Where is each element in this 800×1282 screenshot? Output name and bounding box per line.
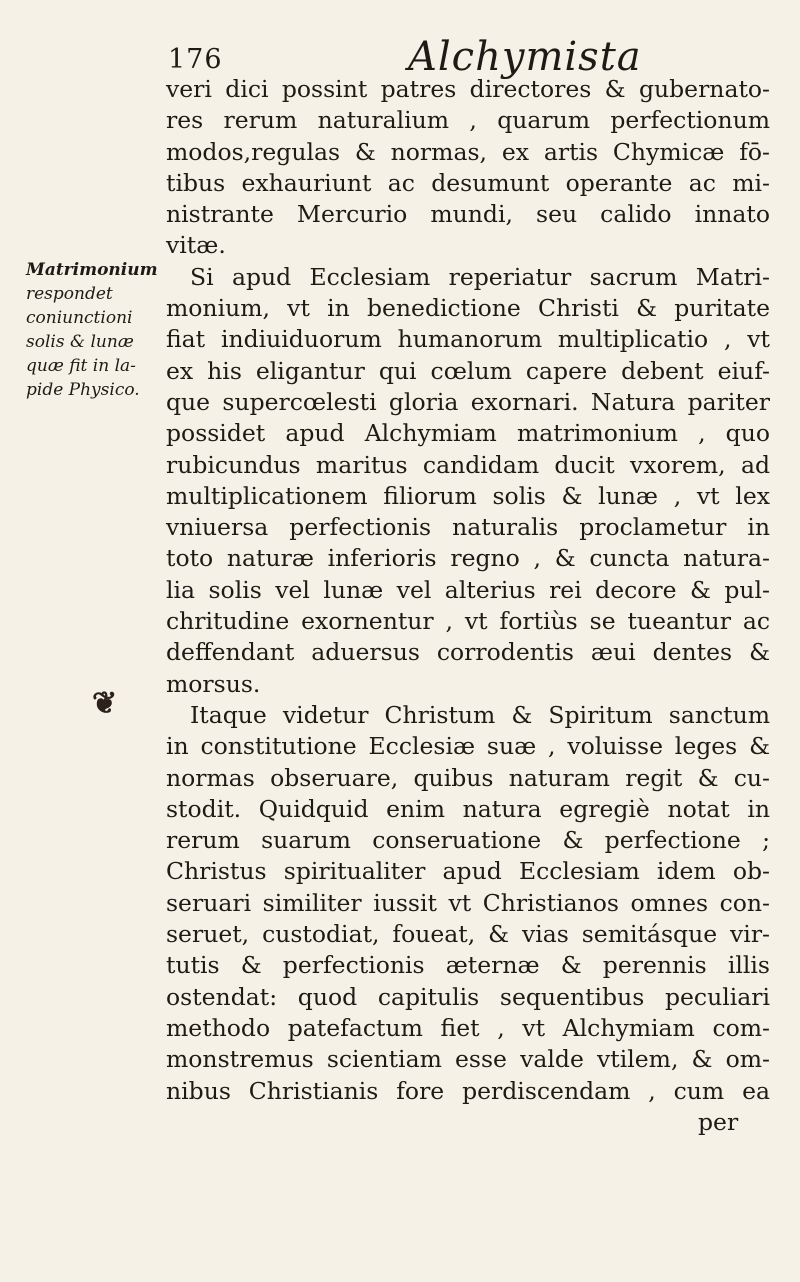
margin-note <box>26 258 166 402</box>
text-line: chritudine exornentur , vt fortiùs se tueantur ac <box>166 607 770 636</box>
ink-mark-icon: ❦ <box>92 686 118 721</box>
text-line: nistrante Mercurio mundi, seu calido innato <box>166 200 770 229</box>
text-line: nibus Christianis fore perdiscendam , cum ea <box>166 1076 770 1105</box>
text-line: Christus spiritualiter apud Ecclesiam idem ob- <box>166 857 770 886</box>
text-line: fiat indiuiduorum humanorum multiplicatio , vt <box>166 325 770 354</box>
text-line: deffendant aduersus corrodentis æui dentes & <box>166 638 770 667</box>
text-line: toto naturæ inferioris regno , & cuncta natura- <box>166 544 770 573</box>
text-line: ex his eligantur qui cœlum capere debent eiuf- <box>166 356 770 385</box>
text-line: modos,regulas & normas, ex artis Chymicæ fō- <box>166 137 770 166</box>
text-line: normas obseruare, quibus naturam regit & cu- <box>166 763 770 792</box>
page-header <box>158 20 642 80</box>
margin-note-line: Matrimonium <box>26 260 158 280</box>
text-line: veri dici possint patres directores & gubernato- <box>166 75 770 103</box>
text-line: seruari similiter iussit vt Christianos omnes con- <box>166 888 770 917</box>
margin-note-line: quæ fit in la- <box>26 356 136 376</box>
text-line: rubicundus maritus candidam ducit vxorem, ad <box>166 450 770 479</box>
text-line: ostendat: quod capitulis sequentibus peculiari <box>166 982 770 1011</box>
text-line: monium, vt in benedictione Christi & puritate <box>166 294 770 323</box>
text-line: lia solis vel lunæ vel alterius rei decore & pul- <box>166 575 770 604</box>
text-line: res rerum naturalium , quarum perfectionum <box>166 106 770 135</box>
margin-note-line: coniunctioni <box>26 308 133 328</box>
margin-note-line: pide Physico. <box>26 380 140 400</box>
text-line: vitæ. <box>166 231 226 260</box>
text-line: rerum suarum conseruatione & perfectione ; <box>166 826 770 855</box>
text-line: Itaque videtur Christum & Spiritum sanctum <box>190 700 770 729</box>
catchword: per <box>698 1107 739 1136</box>
text-line: seruet, custodiat, foueat, & vias semitásque vir- <box>166 920 770 949</box>
body-text <box>166 74 770 1138</box>
text-line: Si apud Ecclesiam reperiatur sacrum Matri- <box>190 262 770 291</box>
text-line: in constitutione Ecclesiæ suæ , voluisse leges & <box>166 732 770 761</box>
text-line: tibus exhauriunt ac desumunt operante ac mi- <box>166 168 770 197</box>
text-line: methodo patefactum fiet , vt Alchymiam com- <box>166 1013 770 1042</box>
text-line: possidet apud Alchymiam matrimonium , quo <box>166 419 770 448</box>
text-line: multiplicationem filiorum solis & lunæ , vt lex <box>166 481 770 510</box>
running-title: Alchymista <box>408 34 642 80</box>
text-line: monstremus scientiam esse valde vtilem, & om- <box>166 1045 770 1074</box>
margin-note-line: respondet <box>26 284 113 304</box>
text-line: vniuersa perfectionis naturalis proclametur in <box>166 513 770 542</box>
text-line: tutis & perfectionis æternæ & perennis illis <box>166 951 770 980</box>
page-number: 176 <box>168 44 223 75</box>
text-line: morsus. <box>166 669 261 698</box>
margin-note-line: solis & lunæ <box>26 332 134 352</box>
text-line: que supercœlesti gloria exornari. Natura pariter <box>166 387 770 416</box>
text-line: stodit. Quidquid enim natura egregiè notat in <box>166 794 770 823</box>
